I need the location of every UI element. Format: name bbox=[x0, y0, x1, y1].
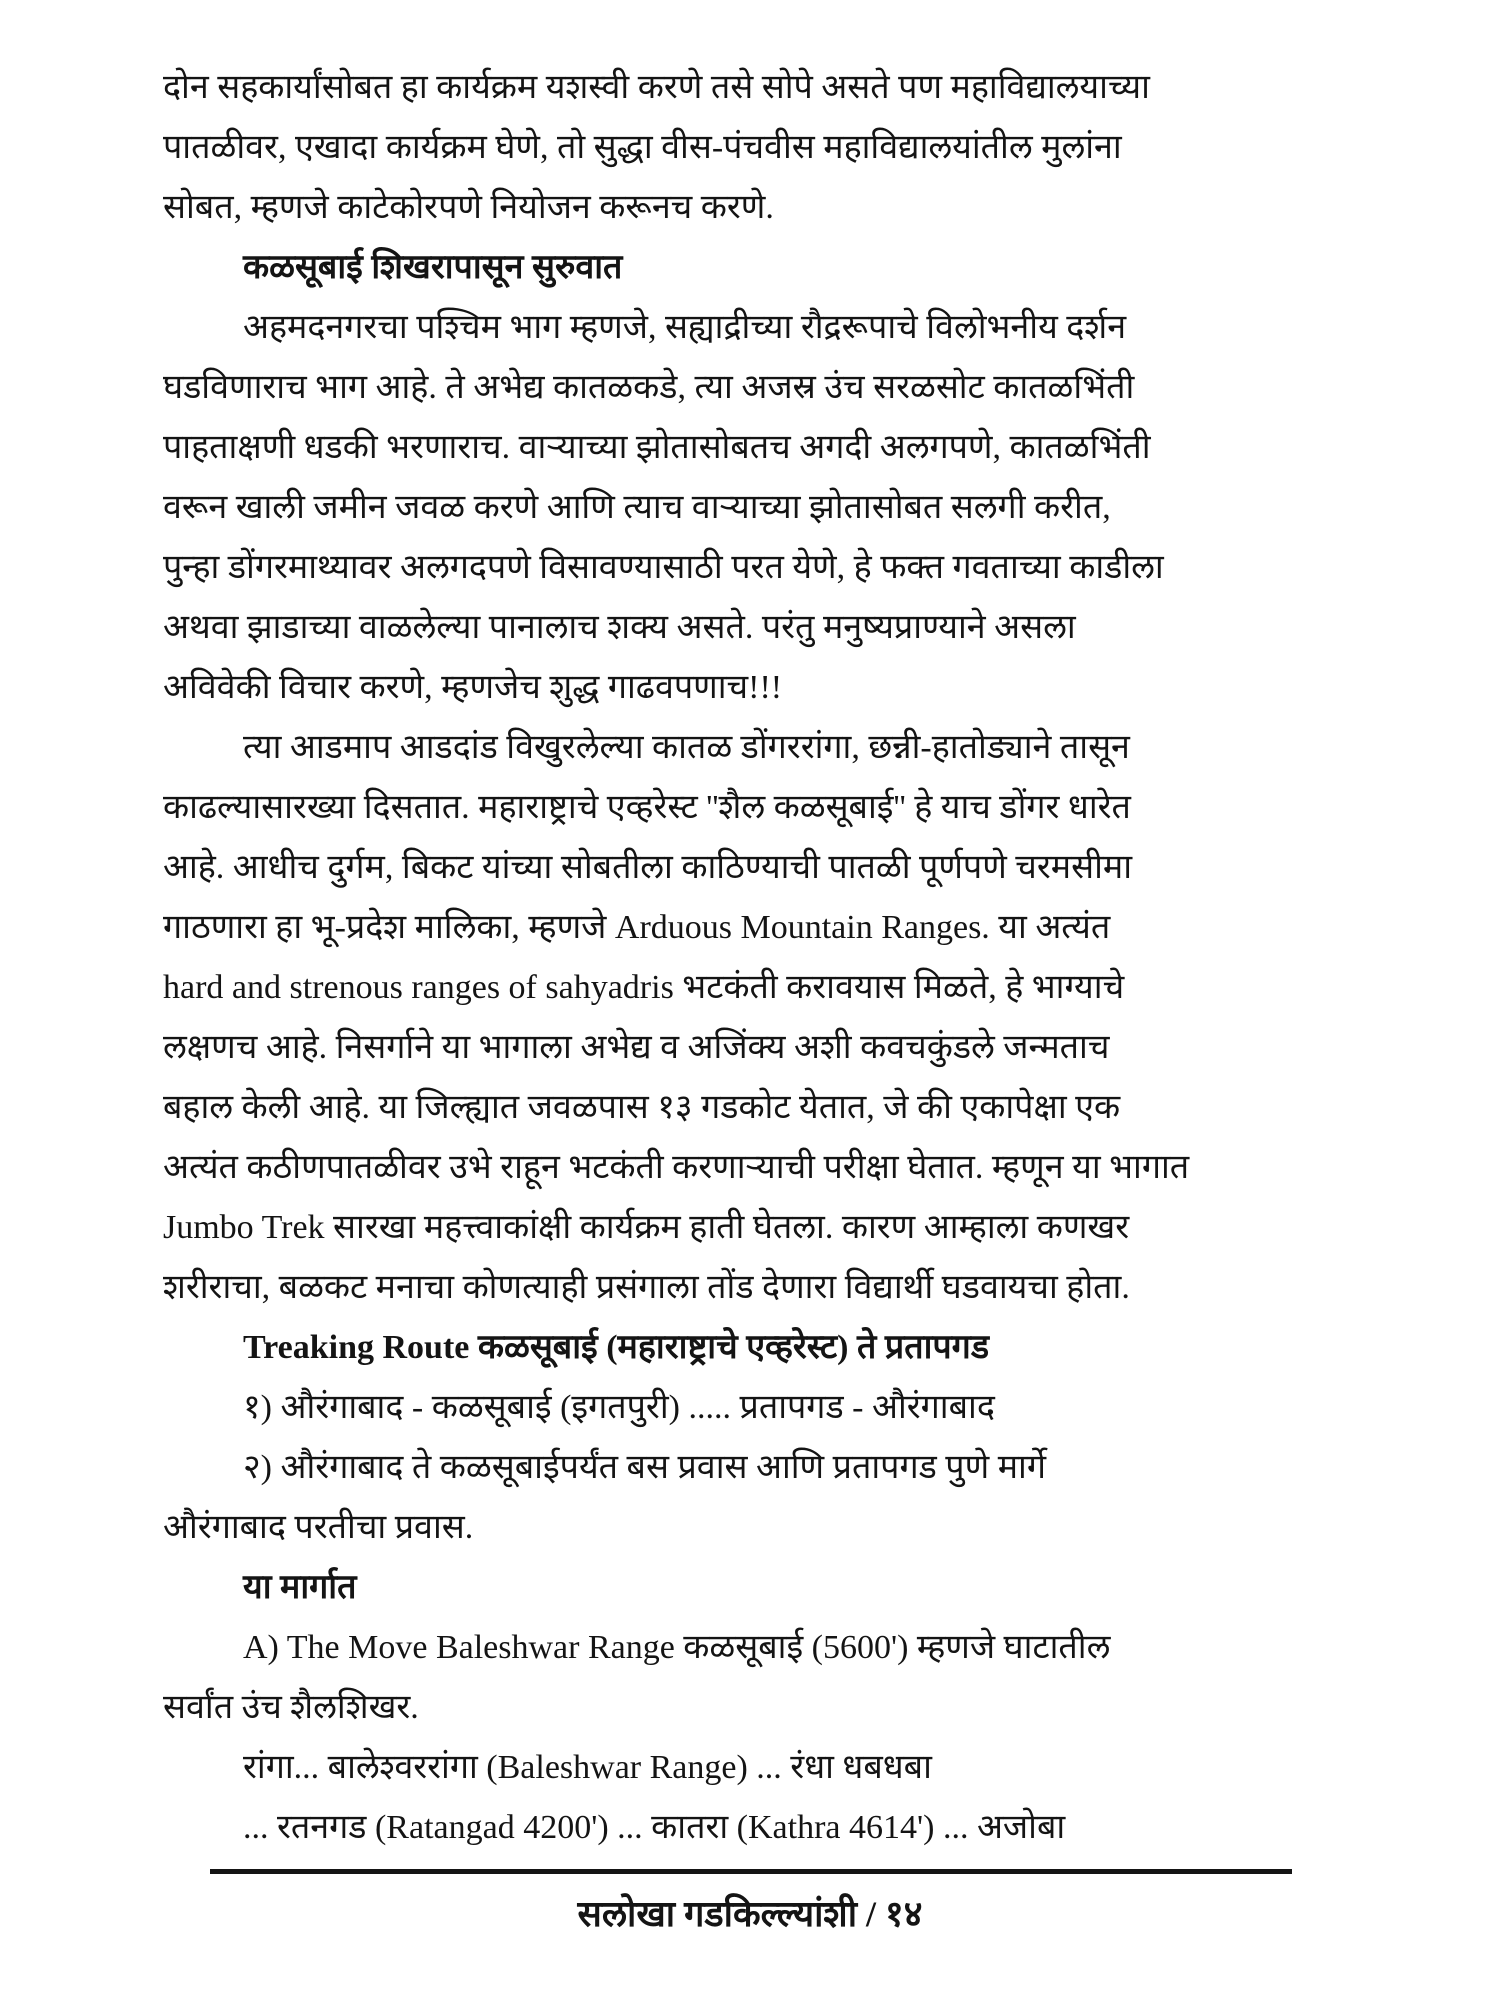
text-line: वरून खाली जमीन जवळ करणे आणि त्याच वाऱ्याच्या झोतासोबत सलगी करीत, bbox=[163, 489, 1111, 526]
footer-divider bbox=[210, 1869, 1292, 1874]
heading-line: Treaking Route कळसूबाई (महाराष्ट्राचे एव्हरेस्ट) ते प्रतापगड bbox=[243, 1329, 990, 1366]
page-body bbox=[163, 58, 1403, 1858]
text-line: १) औरंगाबाद - कळसूबाई (इगतपुरी) ..... प्रतापगड - औरंगाबाद bbox=[243, 1389, 995, 1426]
text-line: घडविणाराच भाग आहे. ते अभेद्य कातळकडे, त्या अजस्र उंच सरळसोट कातळभिंती bbox=[163, 369, 1135, 406]
text-line: २) औरंगाबाद ते कळसूबाईपर्यंत बस प्रवास आणि प्रतापगड पुणे मार्गे bbox=[243, 1449, 1046, 1486]
text-line: औरंगाबाद परतीचा प्रवास. bbox=[163, 1509, 474, 1546]
text-line: अथवा झाडाच्या वाळलेल्या पानालाच शक्य असते. परंतु मनुष्यप्राण्याने असला bbox=[163, 609, 1076, 646]
text-line: त्या आडमाप आडदांड विखुरलेल्या कातळ डोंगररांगा, छन्नी-हातोड्याने तासून bbox=[243, 729, 1130, 766]
text-line: ... रतनगड (Ratangad 4200') ... कातरा (Kathra 4614') ... अजोबा bbox=[243, 1809, 1066, 1846]
paragraph-block bbox=[163, 58, 1403, 238]
text-line: शरीराचा, बळकट मनाचा कोणत्याही प्रसंगाला तोंड देणारा विद्यार्थी घडवायचा होता. bbox=[163, 1269, 1130, 1306]
footer-text: सलोखा गडकिल्ल्यांशी / १४ bbox=[577, 1894, 923, 1934]
text-line: सर्वांत उंच शैलशिखर. bbox=[163, 1689, 419, 1726]
heading-line: कळसूबाई शिखरापासून सुरुवात bbox=[243, 249, 623, 286]
text-line: बहाल केली आहे. या जिल्ह्यात जवळपास १३ गडकोट येतात, जे की एकापेक्षा एक bbox=[163, 1089, 1121, 1126]
paragraph-block bbox=[163, 718, 1403, 1318]
text-line: अत्यंत कठीणपातळीवर उभे राहून भटकंती करणाऱ्याची परीक्षा घेतात. म्हणून या भागात bbox=[163, 1149, 1190, 1186]
paragraph-block bbox=[163, 1618, 1403, 1738]
text-line: रांगा... बालेश्वररांगा (Baleshwar Range) ... रंधा धबधबा bbox=[243, 1749, 932, 1786]
text-line: A) The Move Baleshwar Range कळसूबाई (5600') म्हणजे घाटातील bbox=[243, 1629, 1111, 1666]
text-line: पातळीवर, एखादा कार्यक्रम घेणे, तो सुद्धा वीस-पंचवीस महाविद्यालयांतील मुलांना bbox=[163, 129, 1122, 166]
text-line: गाठणारा हा भू-प्रदेश मालिका, म्हणजे Arduous Mountain Ranges. या अत्यंत bbox=[163, 909, 1111, 946]
paragraph-block bbox=[163, 1378, 1403, 1558]
text-line: hard and strenous ranges of sahyadris भटकंती करावयास मिळते, हे भाग्याचे bbox=[163, 969, 1125, 1006]
section-heading-block bbox=[163, 238, 1403, 298]
text-line: लक्षणच आहे. निसर्गाने या भागाला अभेद्य व अजिंक्य अशी कवचकुंडले जन्मताच bbox=[163, 1029, 1110, 1066]
text-line: आहे. आधीच दुर्गम, बिकट यांच्या सोबतीला काठिण्याची पातळी पूर्णपणे चरमसीमा bbox=[163, 849, 1133, 886]
text-line: अविवेकी विचार करणे, म्हणजेच शुद्ध गाढवपणाच!!! bbox=[163, 669, 783, 706]
section-heading-block bbox=[163, 1318, 1403, 1378]
text-line: पाहताक्षणी धडकी भरणाराच. वाऱ्याच्या झोतासोबतच अगदी अलगपणे, कातळभिंती bbox=[163, 429, 1151, 466]
section-heading-block bbox=[163, 1558, 1403, 1618]
text-line: काढल्यासारख्या दिसतात. महाराष्ट्राचे एव्हरेस्ट ''शैल कळसूबाई'' हे याच डोंगर धारेत bbox=[163, 789, 1131, 826]
text-line: अहमदनगरचा पश्चिम भाग म्हणजे, सह्याद्रीच्या रौद्ररूपाचे विलोभनीय दर्शन bbox=[243, 309, 1127, 346]
text-line: सोबत, म्हणजे काटेकोरपणे नियोजन करूनच करणे. bbox=[163, 189, 774, 226]
paragraph-block bbox=[163, 1738, 1403, 1798]
paragraph-block bbox=[163, 298, 1403, 718]
heading-line: या मार्गात bbox=[243, 1569, 357, 1606]
text-line: Jumbo Trek सारखा महत्त्वाकांक्षी कार्यक्रम हाती घेतला. कारण आम्हाला कणखर bbox=[163, 1209, 1130, 1246]
paragraph-block bbox=[163, 1798, 1403, 1858]
text-line: दोन सहकार्यांसोबत हा कार्यक्रम यशस्वी करणे तसे सोपे असते पण महाविद्यालयाच्या bbox=[163, 69, 1150, 106]
page-footer bbox=[0, 1884, 1500, 1944]
text-line: पुन्हा डोंगरमाथ्यावर अलगदपणे विसावण्यासाठी परत येणे, हे फक्त गवताच्या काडीला bbox=[163, 549, 1164, 586]
